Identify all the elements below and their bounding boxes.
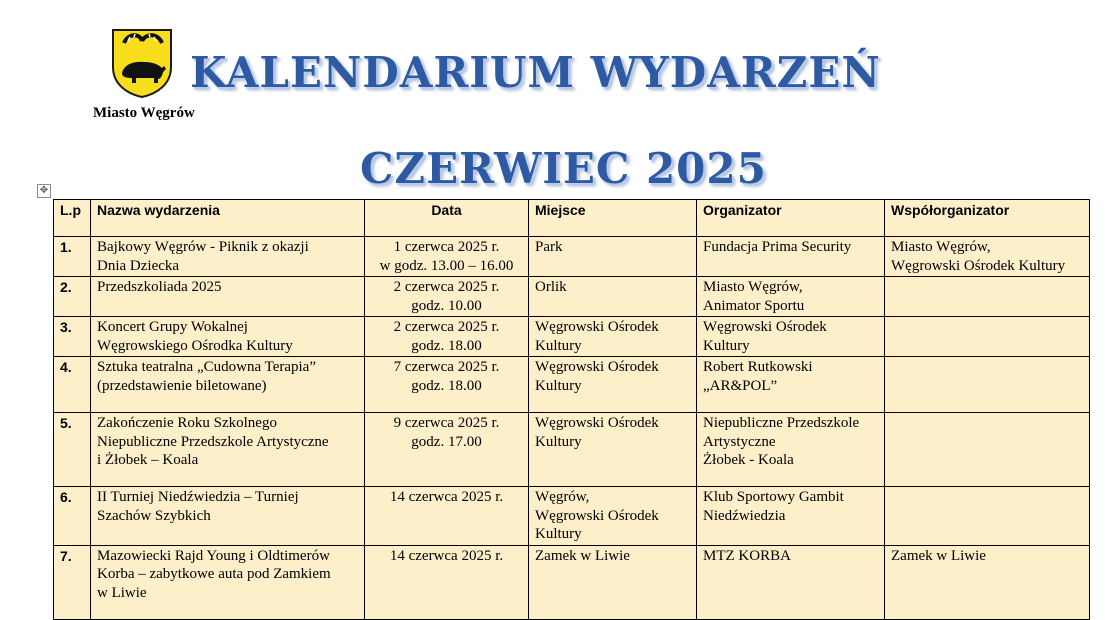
table-row: [54, 545, 1090, 619]
event-organizer-cell: [697, 413, 885, 487]
event-organizer-line: Niepubliczne Przedszkole: [703, 415, 860, 431]
row-number: 2.: [54, 277, 91, 317]
event-organizer-line: Fundacja Prima Security: [703, 239, 852, 255]
event-organizer-line: Animator Sportu: [703, 297, 805, 314]
table-row: [54, 357, 1090, 413]
event-date-cell: [365, 545, 529, 619]
event-organizer-cell: [697, 487, 885, 546]
event-name-line: Niepubliczne Przedszkole Artystyczne: [97, 433, 329, 450]
event-date-cell: [365, 237, 529, 277]
city-crest-icon: [110, 27, 174, 99]
event-organizer-line: Miasto Węgrów,: [703, 279, 803, 295]
table-header-row: [54, 200, 1090, 237]
event-date-cell: [365, 487, 529, 546]
event-name-line: Węgrowskiego Ośrodka Kultury: [97, 337, 293, 354]
events-table: [53, 199, 1090, 620]
event-name-line: II Turniej Niedźwiedzia – Turniej: [97, 489, 299, 505]
event-organizer-line: „AR&POL”: [703, 377, 778, 394]
event-name-cell: [91, 277, 365, 317]
event-date-cell: [365, 357, 529, 413]
event-organizer-line: Niedźwiedzia: [703, 507, 786, 524]
event-date-line: godz. 10.00: [411, 297, 482, 314]
row-number: 3.: [54, 317, 91, 357]
city-name: Miasto Węgrów: [93, 105, 195, 121]
event-name-line: Koncert Grupy Wokalnej: [97, 319, 248, 335]
column-header-lp: L.p: [54, 200, 91, 237]
event-organizer-cell: [697, 317, 885, 357]
event-place-line: Węgrowski Ośrodek: [535, 507, 659, 524]
event-name-line: Sztuka teatralna „Cudowna Terapia”: [97, 359, 316, 375]
table-move-handle-icon[interactable]: ✥: [37, 184, 51, 198]
event-date-line: 9 czerwca 2025 r.: [393, 415, 500, 431]
event-date-line: godz. 17.00: [411, 433, 482, 450]
event-place-line: Kultury: [535, 377, 582, 394]
event-place-cell: [529, 317, 697, 357]
table-row: [54, 317, 1090, 357]
event-coorganizer-line: Miasto Węgrów,: [891, 239, 991, 255]
event-organizer-line: Artystyczne: [703, 433, 776, 450]
event-organizer-cell: [697, 357, 885, 413]
table-row: [54, 487, 1090, 546]
event-place-cell: [529, 357, 697, 413]
event-name-line: (przedstawienie biletowane): [97, 377, 267, 394]
event-organizer-cell: [697, 237, 885, 277]
event-date-line: 2 czerwca 2025 r.: [393, 279, 500, 295]
row-number: 1.: [54, 237, 91, 277]
event-name-line: Dnia Dziecka: [97, 257, 180, 274]
event-name-cell: [91, 413, 365, 487]
event-date-line: godz. 18.00: [411, 337, 482, 354]
table-row: [54, 237, 1090, 277]
event-coorganizer-cell: [885, 237, 1090, 277]
event-place-line: Węgrów,: [535, 489, 590, 505]
event-place-cell: [529, 545, 697, 619]
event-name-cell: [91, 487, 365, 546]
row-number: 5.: [54, 413, 91, 487]
table-row: [54, 277, 1090, 317]
event-organizer-line: Żłobek - Koala: [703, 452, 794, 468]
event-name-cell: [91, 545, 365, 619]
event-place-cell: [529, 237, 697, 277]
event-date-line: godz. 18.00: [411, 377, 482, 394]
event-coorganizer-cell: [885, 317, 1090, 357]
event-place-cell: [529, 487, 697, 546]
event-name-line: Przedszkoliada 2025: [97, 279, 222, 295]
event-place-line: Węgrowski Ośrodek: [535, 319, 659, 335]
event-date-cell: [365, 277, 529, 317]
row-number: 7.: [54, 545, 91, 619]
event-date-cell: [365, 317, 529, 357]
event-place-line: Zamek w Liwie: [535, 547, 630, 564]
row-number: 6.: [54, 487, 91, 546]
column-header-name: Nazwa wydarzenia: [91, 200, 365, 237]
column-header-place: Miejsce: [529, 200, 697, 237]
event-name-line: w Liwie: [97, 584, 147, 601]
event-name-line: i Żłobek – Koala: [97, 452, 199, 468]
event-name-cell: [91, 357, 365, 413]
event-coorganizer-cell: [885, 487, 1090, 546]
event-place-line: Kultury: [535, 433, 582, 450]
event-place-line: Węgrowski Ośrodek: [535, 359, 659, 375]
event-name-cell: [91, 317, 365, 357]
event-date-line: 14 czerwca 2025 r.: [389, 489, 504, 505]
column-header-date: Data: [365, 200, 529, 237]
event-coorganizer-line: Węgrowski Ośrodek Kultury: [891, 257, 1066, 274]
event-organizer-line: Węgrowski Ośrodek: [703, 319, 827, 335]
event-date-line: 2 czerwca 2025 r.: [393, 319, 500, 335]
event-date-line: 14 czerwca 2025 r.: [389, 547, 504, 564]
row-number: 4.: [54, 357, 91, 413]
event-date-line: 1 czerwca 2025 r.: [393, 239, 500, 255]
event-organizer-line: Robert Rutkowski: [703, 359, 813, 375]
event-name-line: Mazowiecki Rajd Young i Oldtimerów: [97, 547, 330, 564]
event-name-cell: [91, 237, 365, 277]
event-date-cell: [365, 413, 529, 487]
event-place-line: Park: [535, 239, 563, 255]
event-organizer-line: Kultury: [703, 337, 750, 354]
event-place-line: Orlik: [535, 279, 567, 295]
event-organizer-cell: [697, 277, 885, 317]
event-name-line: Zakończenie Roku Szkolnego: [97, 415, 277, 431]
table-body: [54, 237, 1090, 620]
event-coorganizer-cell: [885, 413, 1090, 487]
event-organizer-cell: [697, 545, 885, 619]
event-date-line: w godz. 13.00 – 16.00: [379, 257, 514, 274]
event-name-line: Korba – zabytkowe auta pod Zamkiem: [97, 566, 331, 582]
column-header-coorganizer: Współorganizator: [885, 200, 1090, 237]
table-row: [54, 413, 1090, 487]
event-place-line: Węgrowski Ośrodek: [535, 415, 659, 431]
month-heading: CZERWIEC 2025: [360, 144, 767, 193]
column-header-organizer: Organizator: [697, 200, 885, 237]
event-place-cell: [529, 277, 697, 317]
page-title: KALENDARIUM WYDARZEŃ: [190, 48, 881, 97]
event-coorganizer-cell: [885, 545, 1090, 619]
event-organizer-line: Klub Sportowy Gambit: [703, 489, 844, 505]
event-date-line: 7 czerwca 2025 r.: [393, 359, 500, 375]
event-coorganizer-cell: [885, 357, 1090, 413]
event-name-line: Bajkowy Węgrów - Piknik z okazji: [97, 239, 309, 255]
event-place-line: Kultury: [535, 526, 582, 542]
event-name-line: Szachów Szybkich: [97, 507, 211, 524]
event-place-line: Kultury: [535, 337, 582, 354]
event-coorganizer-line: Zamek w Liwie: [891, 547, 986, 564]
event-coorganizer-cell: [885, 277, 1090, 317]
event-place-cell: [529, 413, 697, 487]
event-organizer-line: MTZ KORBA: [703, 547, 791, 564]
